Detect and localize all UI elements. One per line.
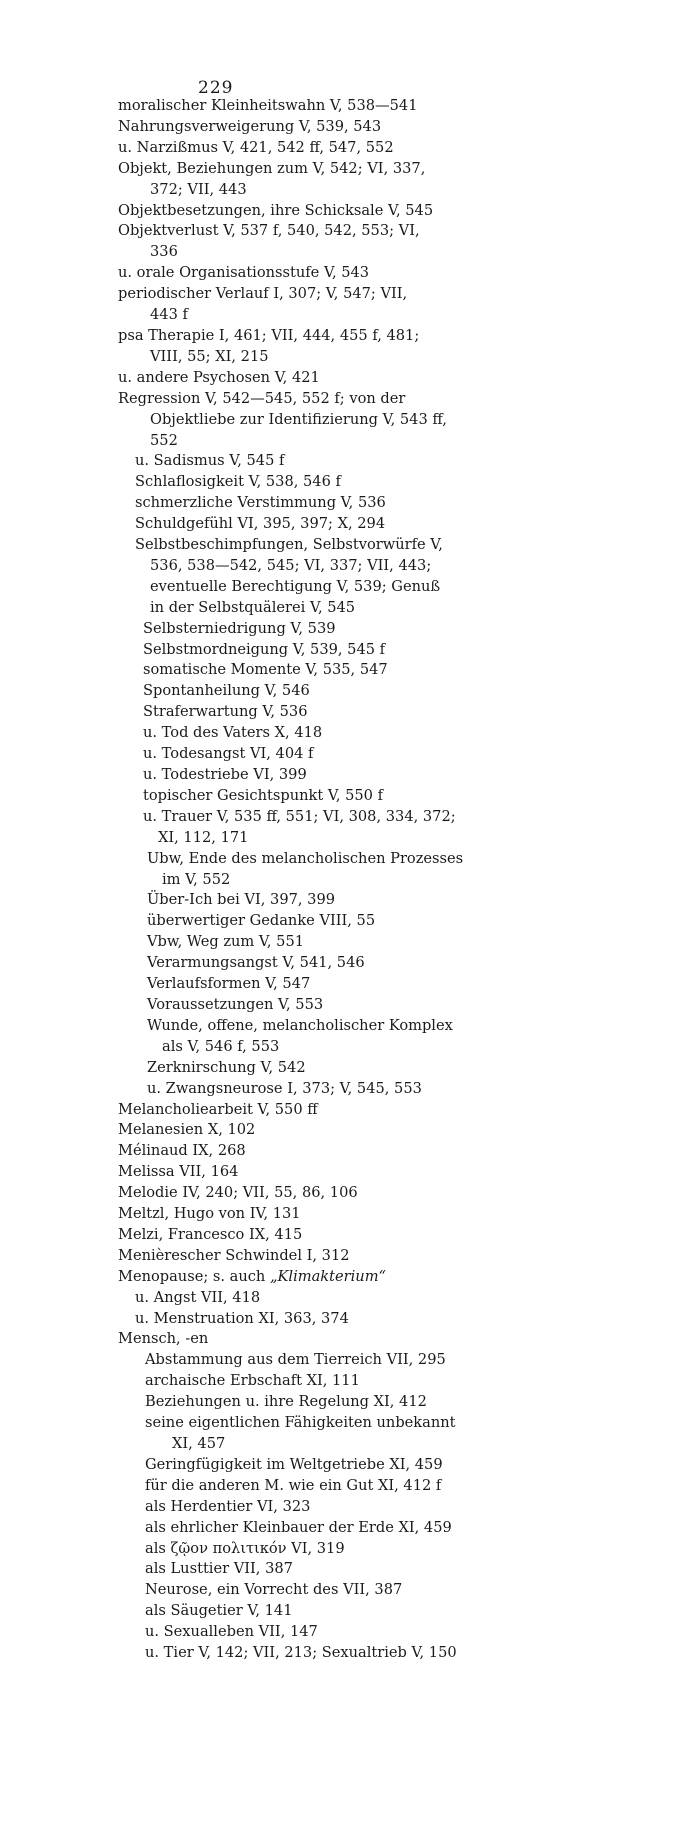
- index-entry-continuation: in der Selbstquälerei V, 545: [150, 598, 356, 616]
- index-entry: als Säugetier V, 141: [145, 1602, 293, 1620]
- index-entry: als Lusttier VII, 387: [145, 1560, 293, 1578]
- index-entry: Regression V, 542—545, 552 f; von der: [118, 389, 406, 407]
- index-entry: Schlaflosigkeit V, 538, 546 f: [135, 473, 341, 491]
- index-entry: u. Todesangst VI, 404 f: [143, 745, 314, 763]
- index-entry: Mensch, -en: [118, 1330, 209, 1348]
- index-entry: u. Sadismus V, 545 f: [135, 452, 285, 470]
- index-entry: u. andere Psychosen V, 421: [118, 368, 320, 386]
- index-entry: topischer Gesichtspunkt V, 550 f: [143, 786, 383, 804]
- index-entry: archaische Erbschaft XI, 111: [145, 1372, 360, 1390]
- index-entry-continuation: im V, 552: [162, 870, 231, 888]
- index-entry-continuation: XI, 457: [172, 1435, 226, 1452]
- index-entry: periodischer Verlauf I, 307; V, 547; VII,: [118, 285, 408, 303]
- index-entry: Melissa VII, 164: [118, 1163, 239, 1181]
- index-entry: Melzi, Francesco IX, 415: [118, 1225, 303, 1243]
- index-entry: als ζῷον πολιτικόν VI, 319: [145, 1539, 345, 1557]
- index-entry-continuation: 536, 538—542, 545; VI, 337; VII, 443;: [150, 556, 432, 574]
- index-entry: u. Sexualleben VII, 147: [145, 1623, 318, 1641]
- index-entry: Wunde, offene, melancholischer Komplex: [147, 1016, 453, 1034]
- index-entry: Straferwartung V, 536: [143, 703, 308, 721]
- index-entry-continuation: 552: [150, 431, 178, 449]
- index-entry: u. Tod des Vaters X, 418: [143, 724, 323, 742]
- index-entry: Abstammung aus dem Tierreich VII, 295: [145, 1351, 446, 1369]
- index-entry: Mélinaud IX, 268: [118, 1142, 246, 1160]
- index-entry: als Herdentier VI, 323: [145, 1497, 311, 1515]
- index-entry: somatische Momente V, 535, 547: [143, 661, 388, 679]
- index-entry-text: Menopause; s. auch: [118, 1267, 270, 1285]
- index-entry: Selbstmordneigung V, 539, 545 f: [143, 640, 386, 658]
- index-entry: u. Todestriebe VI, 399: [143, 766, 307, 783]
- index-entry-continuation: als V, 546 f, 553: [162, 1037, 280, 1055]
- index-entry-continuation: eventuelle Berechtigung V, 539; Genuß: [150, 577, 441, 595]
- index-entry: Nahrungsverweigerung V, 539, 543: [118, 117, 382, 135]
- page-number: 229: [198, 78, 234, 98]
- index-entry: u. orale Organisationsstufe V, 543: [118, 264, 370, 282]
- index-entry: u. Zwangsneurose I, 373; V, 545, 553: [147, 1079, 422, 1097]
- index-entry: überwertiger Gedanke VIII, 55: [147, 912, 376, 930]
- index-entry: u. Angst VII, 418: [135, 1288, 261, 1306]
- index-entry: Neurose, ein Vorrecht des VII, 387: [145, 1581, 403, 1599]
- index-entry: Ubw, Ende des melancholischen Prozesses: [147, 849, 464, 867]
- index-entry: u. Narzißmus V, 421, 542 ff, 547, 552: [118, 138, 394, 156]
- index-entry-continuation: 443 f: [150, 306, 188, 324]
- index-entry: moralischer Kleinheitswahn V, 538—541: [118, 97, 418, 114]
- index-entry: psa Therapie I, 461; VII, 444, 455 f, 481;: [118, 326, 420, 344]
- index-entry: Selbstbeschimpfungen, Selbstvorwürfe V,: [135, 536, 443, 554]
- index-entry: Verarmungsangst V, 541, 546: [147, 954, 365, 972]
- index-entry: Melodie IV, 240; VII, 55, 86, 106: [118, 1184, 358, 1202]
- index-entry-crossref: „Klimakterium“: [269, 1267, 386, 1285]
- index-entry: Melancholiearbeit V, 550 ff: [118, 1100, 318, 1118]
- index-entry: Voraussetzungen V, 553: [147, 995, 324, 1013]
- index-column: [0, 96, 697, 1664]
- index-entry-continuation: Objektliebe zur Identifizierung V, 543 ff,: [150, 410, 447, 428]
- index-entry: u. Tier V, 142; VII, 213; Sexualtrieb V, 150: [145, 1644, 457, 1662]
- index-entry: als ehrlicher Kleinbauer der Erde XI, 459: [145, 1518, 452, 1536]
- index-entry: Über-Ich bei VI, 397, 399: [147, 891, 336, 909]
- index-entry: Objektverlust V, 537 f, 540, 542, 553; VI,: [118, 222, 420, 240]
- index-entry: u. Menstruation XI, 363, 374: [135, 1309, 349, 1327]
- index-entry: Zerknirschung V, 542: [147, 1058, 306, 1076]
- index-entry-continuation: XI, 112, 171: [158, 828, 249, 846]
- index-entry-continuation: VIII, 55; XI, 215: [150, 347, 269, 365]
- index-entry: Melanesien X, 102: [118, 1121, 256, 1139]
- index-entry: u. Trauer V, 535 ff, 551; VI, 308, 334, 372;: [143, 807, 456, 825]
- index-entry: Spontanheilung V, 546: [143, 682, 310, 700]
- index-entry: Menièrescher Schwindel I, 312: [118, 1246, 350, 1264]
- index-entry: seine eigentlichen Fähigkeiten unbekannt: [145, 1414, 456, 1432]
- index-entry: Meltzl, Hugo von IV, 131: [118, 1205, 301, 1223]
- index-entry: Objektbesetzungen, ihre Schicksale V, 545: [118, 201, 434, 219]
- index-entry: Schuldgefühl VI, 395, 397; X, 294: [135, 515, 386, 533]
- index-entry: Vbw, Weg zum V, 551: [147, 933, 305, 951]
- index-entry: schmerzliche Verstimmung V, 536: [135, 494, 386, 512]
- index-entry: Verlaufsformen V, 547: [147, 975, 311, 993]
- index-entry: Selbsterniedrigung V, 539: [143, 619, 336, 637]
- index-entry-continuation: 336: [150, 243, 178, 261]
- index-entry: Objekt, Beziehungen zum V, 542; VI, 337,: [118, 159, 426, 177]
- index-entry: für die anderen M. wie ein Gut XI, 412 f: [145, 1476, 442, 1494]
- index-entry: Beziehungen u. ihre Regelung XI, 412: [145, 1393, 427, 1411]
- index-entry: [0, 1267, 697, 1288]
- index-entry: Geringfügigkeit im Weltgetriebe XI, 459: [145, 1455, 443, 1473]
- index-entry-continuation: 372; VII, 443: [150, 180, 247, 198]
